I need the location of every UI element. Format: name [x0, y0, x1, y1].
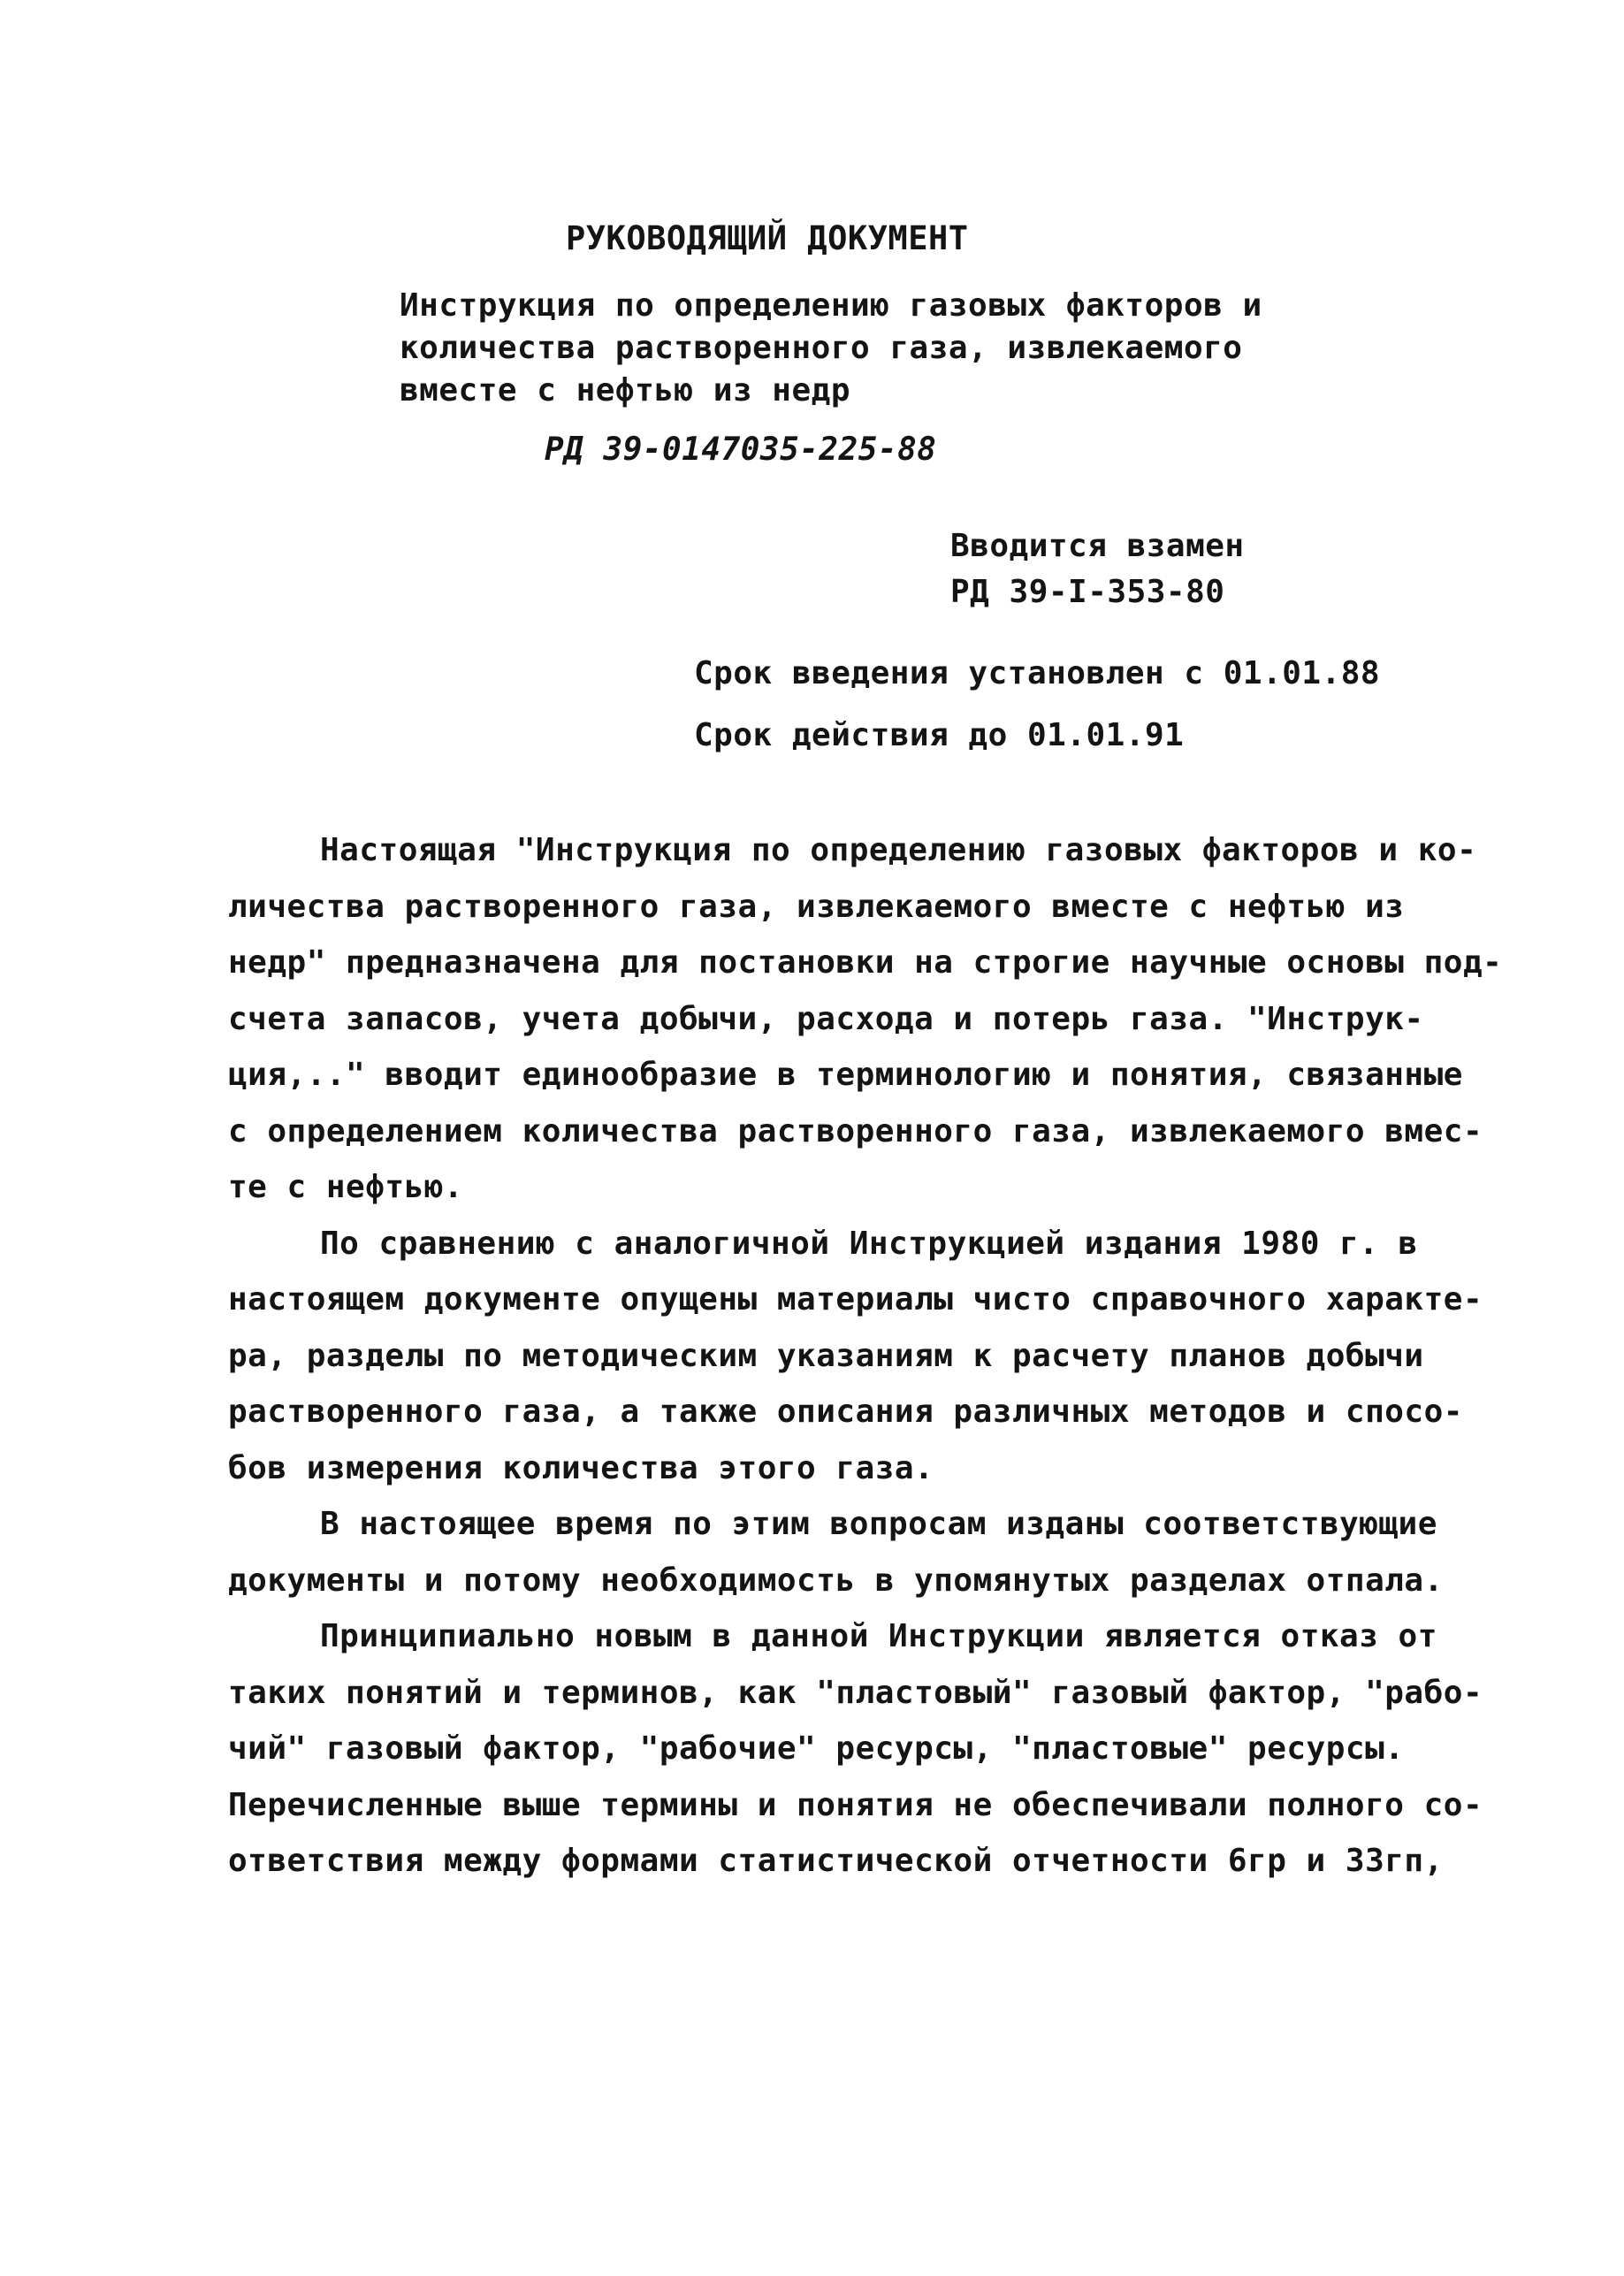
title-line-2: количества растворенного газа, извлекаемого — [400, 330, 1243, 366]
body-line: растворенного газа, а также описания различных методов и спосо- — [228, 1394, 1463, 1430]
replaces-block — [950, 523, 1245, 615]
validity-dates — [694, 643, 1380, 767]
body-line: документы и потому необходимость в упомянутых разделах отпала. — [228, 1562, 1444, 1599]
body-line: таких понятий и терминов, как "пластовый" газовый фактор, "рабо- — [228, 1674, 1483, 1711]
body-line: Принципиально новым в данной Инструкции является отказ от — [320, 1618, 1437, 1654]
body-line: недр" предназначена для постановки на строгие научные основы под- — [228, 944, 1503, 981]
body-line: чий" газовый фактор, "рабочие" ресурсы, "пластовые" ресурсы. — [228, 1730, 1405, 1767]
body-line: те с нефтью. — [228, 1169, 464, 1205]
title-line-3: вместе с нефтью из недр — [400, 372, 850, 409]
expiry-date: Срок действия до 01.01.91 — [694, 717, 1185, 753]
body-line: Перечисленные выше термины и понятия не обеспечивали полного со- — [228, 1786, 1483, 1823]
body-line: личества растворенного газа, извлекаемого вместе с нефтью из — [228, 888, 1405, 925]
replaces-label: Вводится взамен — [950, 528, 1245, 564]
body-line: ра, разделы по методическим указаниям к расчету планов добычи — [228, 1337, 1424, 1374]
body-line: настоящем документе опущены материалы чисто справочного характе- — [228, 1281, 1483, 1317]
replaced-document-code: РД 39-I-353-80 — [950, 574, 1225, 610]
document-type-heading: РУКОВОДЯЩИЙ ДОКУМЕНТ — [566, 219, 969, 257]
document-code: РД 39-0147035-225-88 — [545, 432, 937, 468]
body-line: В настоящее время по этим вопросам изданы соответствующие — [320, 1506, 1437, 1542]
body-line: ответствия между формами статистической отчетности 6гр и 33гп, — [228, 1843, 1444, 1879]
body-line: с определением количества растворенного газа, извлекаемого вмес- — [228, 1112, 1483, 1149]
body-line: бов измерения количества этого газа. — [228, 1449, 934, 1486]
document-title — [400, 285, 1262, 412]
body-line: По сравнению с аналогичной Инструкцией издания 1980 г. в — [320, 1225, 1418, 1262]
body-line: Настоящая "Инструкция по определению газовых факторов и ко- — [320, 832, 1477, 868]
introduction-date: Срок введения установлен с 01.01.88 — [694, 655, 1381, 691]
body-line: счета запасов, учета добычи, расхода и потерь газа. "Инструк- — [228, 1000, 1424, 1037]
body-text — [228, 822, 1502, 1890]
body-line: ция,.." вводит единообразие в терминологию и понятия, связанные — [228, 1057, 1463, 1093]
title-line-1: Инструкция по определению газовых факторов и — [400, 287, 1262, 324]
